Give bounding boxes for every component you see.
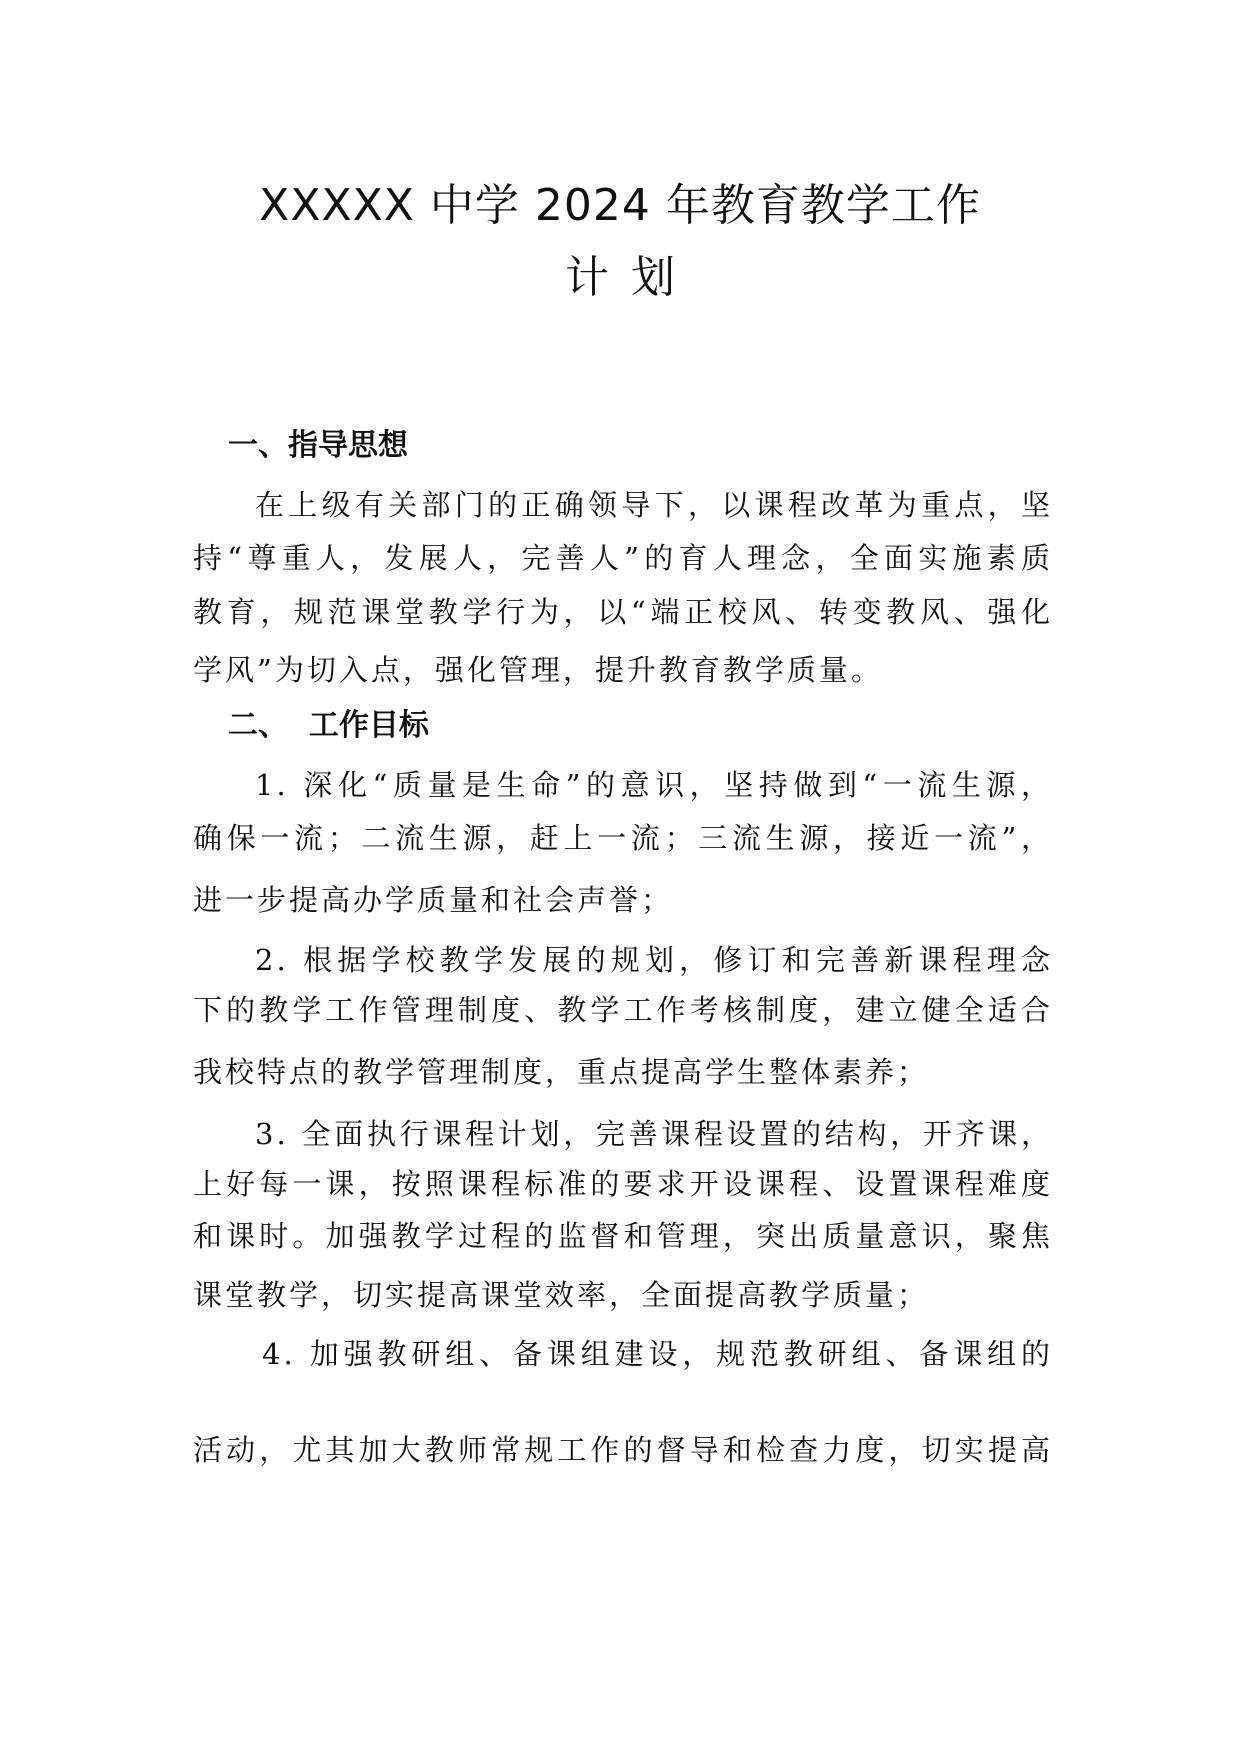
section-heading-guiding-thought: 一、指导思想: [228, 428, 408, 463]
document-title-line2: 计划: [565, 252, 697, 303]
paragraph-line: 学风”为切入点，强化管理，提升教育教学质量。: [193, 653, 883, 687]
list-item-line: 我校特点的教学管理制度，重点提高学生整体素养；: [193, 1055, 930, 1089]
list-item-line: 进一步提高办学质量和社会声誉；: [193, 883, 674, 917]
list-item-line: 下的教学工作管理制度、教学工作考核制度，建立健全适合: [193, 993, 1053, 1027]
paragraph-line: 持“尊重人，发展人，完善人”的育人理念，全面实施素质: [193, 541, 1053, 575]
list-item-line: 上好每一课，按照课程标准的要求开设课程、设置课程难度: [193, 1167, 1053, 1201]
list-item-line: 4. 加强教研组、备课组建设，规范教研组、备课组的: [262, 1337, 1053, 1371]
list-item-line: 课堂教学，切实提高课堂效率，全面提高教学质量；: [193, 1278, 930, 1312]
list-item-line: 2. 根据学校教学发展的规划，修订和完善新课程理念: [255, 943, 1053, 977]
document-title-line1: XXXXX 中学 2024 年教育教学工作: [259, 180, 981, 231]
list-item-line: 活动，尤其加大教师常规工作的督导和检查力度，切实提高: [193, 1433, 1053, 1467]
list-item-line: 1. 深化“质量是生命”的意识，坚持做到“一流生源，: [255, 768, 1053, 802]
paragraph-line: 在上级有关部门的正确领导下，以课程改革为重点，坚: [255, 488, 1053, 522]
section-heading-work-goals: 二、 工作目标: [228, 708, 429, 743]
list-item-line: 3. 全面执行课程计划，完善课程设置的结构，开齐课，: [255, 1117, 1053, 1151]
list-item-line: 确保一流；二流生源，赶上一流；三流生源，接近一流”，: [193, 821, 1053, 855]
paragraph-line: 教育，规范课堂教学行为，以“端正校风、转变教风、强化: [193, 595, 1053, 629]
list-item-line: 和课时。加强教学过程的监督和管理，突出质量意识，聚焦: [193, 1219, 1053, 1253]
